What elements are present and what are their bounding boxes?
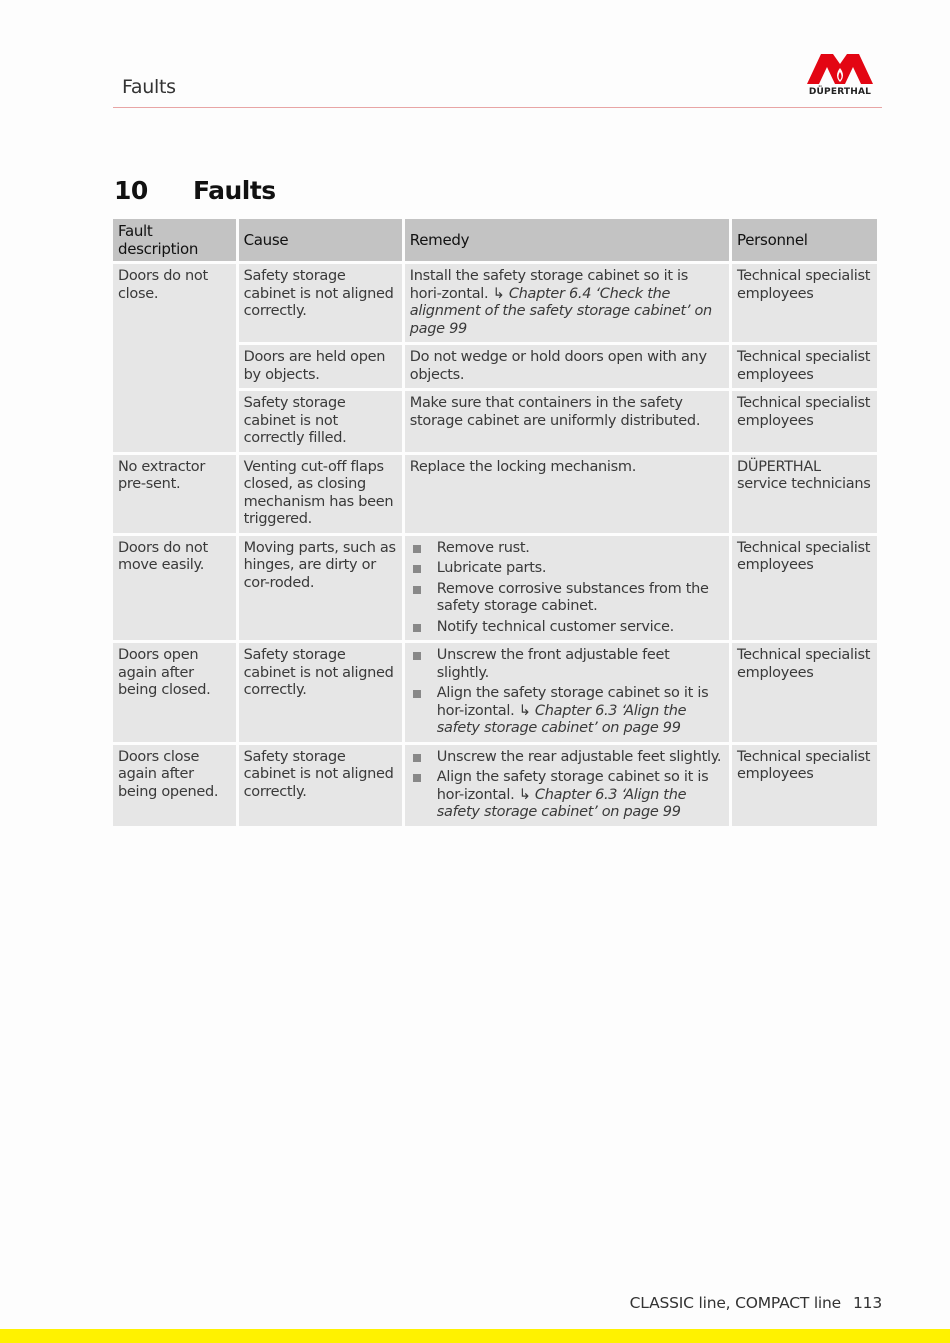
list-item bbox=[410, 647, 724, 682]
bullet-text: Unscrew the rear adjustable feet slightly. bbox=[436, 748, 722, 765]
cause-cell: Venting cut-off flaps closed, as closing mechanism has been triggered. bbox=[239, 455, 402, 533]
list-item bbox=[410, 619, 724, 637]
faults-table bbox=[110, 216, 880, 829]
remedy-bullet-list bbox=[410, 749, 724, 822]
personnel-cell: DÜPERTHAL service technicians bbox=[732, 455, 877, 533]
fault-description-cell: Doors do not move easily. bbox=[113, 536, 236, 641]
bullet-square-icon bbox=[413, 690, 421, 698]
cause-cell: Moving parts, such as hinges, are dirty or cor-roded. bbox=[239, 536, 402, 641]
cross-reference-link[interactable]: Chapter 6.3 ‘Align the safety storage cabinet’ on page 99 bbox=[436, 786, 687, 820]
personnel-cell: Technical specialist employees bbox=[732, 745, 877, 826]
header-divider bbox=[113, 107, 882, 108]
cross-reference-arrow-icon: ↳ bbox=[492, 285, 509, 302]
cross-reference-arrow-icon: ↳ bbox=[518, 702, 535, 719]
table-row bbox=[113, 643, 877, 742]
remedy-text: Replace the locking mechanism. bbox=[409, 458, 637, 475]
personnel-cell: Technical specialist employees bbox=[732, 643, 877, 742]
bullet-square-icon bbox=[413, 545, 421, 553]
bullet-square-icon bbox=[413, 652, 421, 660]
cause-cell: Safety storage cabinet is not aligned correctly. bbox=[239, 643, 402, 742]
logo-wordmark: DÜPERTHAL bbox=[808, 87, 872, 97]
remedy-cell bbox=[405, 643, 729, 742]
bullet-square-icon bbox=[413, 774, 421, 782]
list-item bbox=[410, 581, 724, 616]
list-item bbox=[410, 749, 724, 767]
bullet-square-icon bbox=[413, 624, 421, 632]
bullet-text: Lubricate parts. bbox=[436, 560, 547, 576]
page-number: 113 bbox=[853, 1294, 882, 1312]
running-header-title: Faults bbox=[122, 76, 176, 98]
fault-description-cell: Doors close again after being opened. bbox=[113, 745, 236, 826]
bullet-square-icon bbox=[413, 565, 421, 573]
remedy-cell bbox=[405, 536, 729, 641]
list-item bbox=[410, 540, 724, 558]
bullet-text: Notify technical customer service. bbox=[436, 618, 674, 635]
remedy-cell bbox=[405, 745, 729, 826]
personnel-cell: Technical specialist employees bbox=[732, 345, 877, 388]
column-header-fault-description: Fault description bbox=[113, 219, 236, 261]
personnel-cell: Technical specialist employees bbox=[732, 536, 877, 641]
cross-reference-arrow-icon: ↳ bbox=[518, 786, 535, 803]
column-header-remedy: Remedy bbox=[405, 219, 729, 261]
table-row bbox=[113, 536, 877, 641]
remedy-bullet-list bbox=[410, 540, 724, 637]
chapter-title: Faults bbox=[193, 176, 276, 205]
bullet-square-icon bbox=[413, 586, 421, 594]
bullet-text: Align the safety storage cabinet so it is hor-izontal. bbox=[436, 769, 709, 803]
table-body bbox=[113, 264, 877, 826]
list-item bbox=[410, 769, 724, 822]
flame-logo-icon bbox=[803, 50, 877, 86]
fault-description-cell: No extractor pre-sent. bbox=[113, 455, 236, 533]
column-header-cause: Cause bbox=[239, 219, 402, 261]
table-row bbox=[113, 455, 877, 533]
bottom-accent-bar bbox=[0, 1329, 950, 1343]
cause-cell: Safety storage cabinet is not aligned correctly. bbox=[239, 745, 402, 826]
remedy-bullet-list bbox=[410, 647, 724, 738]
personnel-cell: Technical specialist employees bbox=[732, 264, 877, 342]
remedy-text: Install the safety storage cabinet so it is hori-zontal. bbox=[409, 268, 688, 302]
list-item bbox=[410, 560, 724, 578]
bullet-text: Remove corrosive substances from the safety storage cabinet. bbox=[436, 580, 709, 614]
fault-description-cell: Doors do not close. bbox=[113, 264, 236, 452]
column-header-personnel: Personnel bbox=[732, 219, 877, 261]
table-row bbox=[113, 745, 877, 826]
page-footer bbox=[630, 1294, 882, 1312]
personnel-cell: Technical specialist employees bbox=[732, 391, 877, 452]
list-item bbox=[410, 685, 724, 738]
remedy-cell bbox=[405, 345, 729, 388]
remedy-text: Do not wedge or hold doors open with any objects. bbox=[409, 349, 707, 383]
remedy-cell bbox=[405, 455, 729, 533]
chapter-number: 10 bbox=[114, 176, 148, 205]
remedy-text: Make sure that containers in the safety storage cabinet are uniformly distributed. bbox=[409, 395, 701, 429]
table-header-row bbox=[113, 219, 877, 261]
cause-cell: Doors are held open by objects. bbox=[239, 345, 402, 388]
cross-reference-link[interactable]: Chapter 6.4 ‘Check the alignment of the safety storage cabinet’ on page 99 bbox=[409, 285, 712, 337]
bullet-square-icon bbox=[413, 754, 421, 762]
remedy-cell bbox=[405, 264, 729, 342]
chapter-heading bbox=[114, 176, 276, 205]
cross-reference-link[interactable]: Chapter 6.3 ‘Align the safety storage cabinet’ on page 99 bbox=[436, 702, 687, 736]
bullet-text: Align the safety storage cabinet so it is hor-izontal. bbox=[436, 685, 709, 719]
remedy-cell bbox=[405, 391, 729, 452]
cause-cell: Safety storage cabinet is not aligned correctly. bbox=[239, 264, 402, 342]
bullet-text: Remove rust. bbox=[436, 539, 530, 556]
footer-product-line: CLASSIC line, COMPACT line bbox=[629, 1294, 841, 1312]
bullet-text: Unscrew the front adjustable feet slightly. bbox=[436, 647, 670, 681]
cause-cell: Safety storage cabinet is not correctly filled. bbox=[239, 391, 402, 452]
table-row bbox=[113, 264, 877, 342]
duperthal-logo bbox=[803, 50, 877, 100]
fault-description-cell: Doors open again after being closed. bbox=[113, 643, 236, 742]
